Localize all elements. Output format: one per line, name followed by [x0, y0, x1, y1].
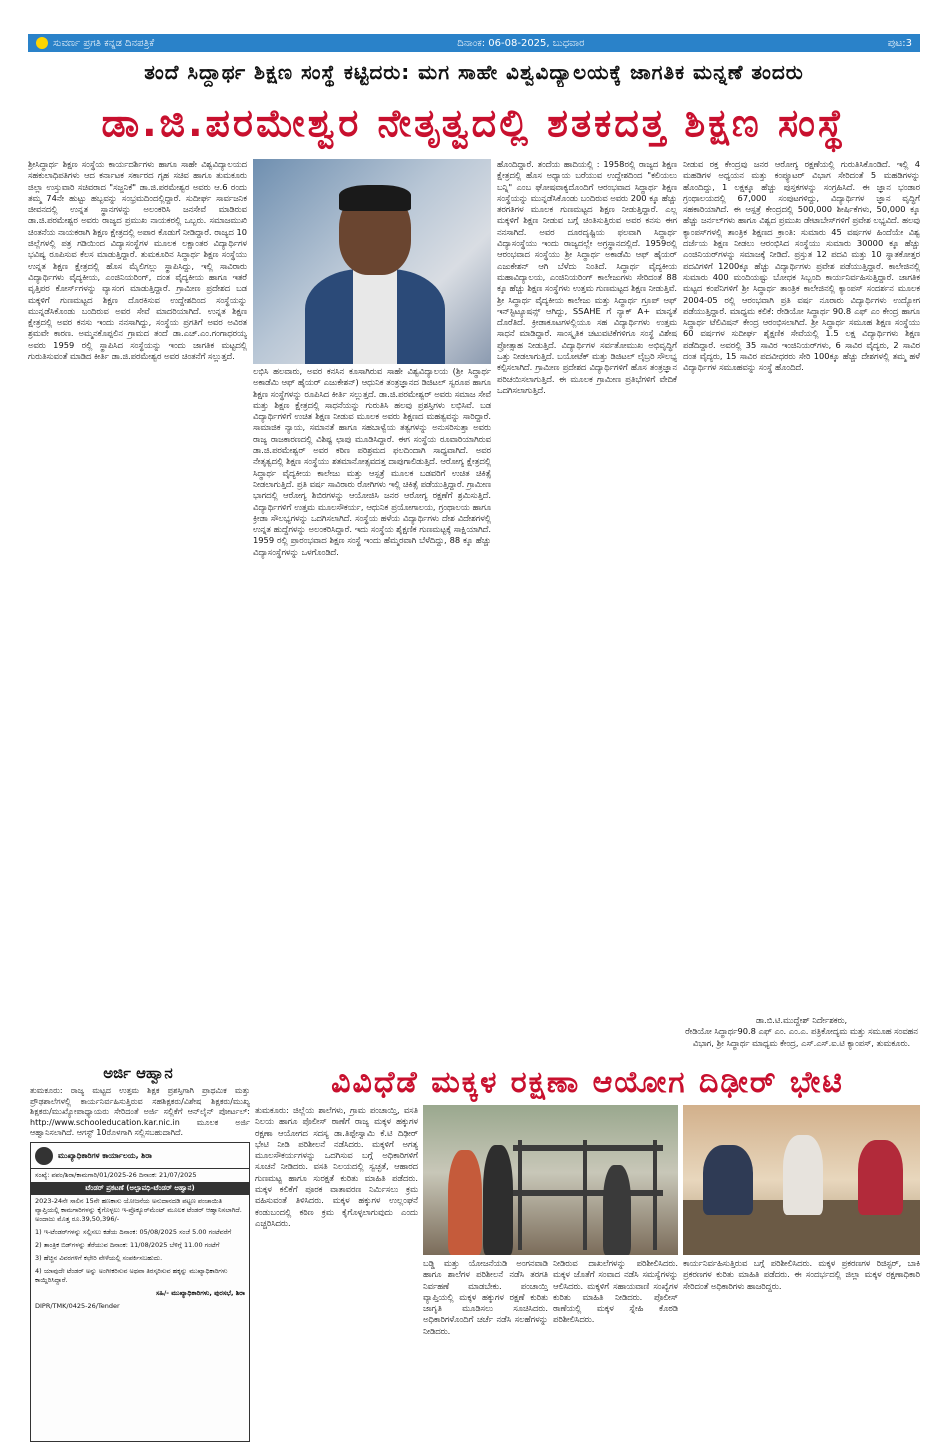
tender-band: ಟೆಂಡರ್ ಪ್ರಕಟಣೆ (ಅಲ್ಪಾವಧಿ-ಟೆಂಡರ್ ಆಹ್ವಾನ)	[31, 1182, 249, 1195]
bunk-bed	[513, 1145, 663, 1151]
article-column-4: ನೀಡುವ ರಕ್ತ ಕೇಂದ್ರವು ಜನರ ಆರೋಗ್ಯ ರಕ್ಷಣೆಯಲ್ಲಿ ಗುರುತಿಸಿಕೊಂಡಿದೆ. ಇಲ್ಲಿ 4 ಮಹಡಿಗಳ ಅಧ್ಯಯನ ಮತ್ತು ಕಂಪ್ಯೂಟರ್ ವಿಭಾಗ ಸೇರಿದಂತೆ 5 ಮಹಡಿಗಳನ್ನು ಹೊಂದಿದ್ದು, 1 ಲಕ್ಷಕ್ಕೂ ಹೆಚ್ಚು ಪುಸ್ತಕಗಳನ್ನು ಸಂಗ್ರಹಿಸಿದೆ. ಈ ಜ್ಞಾನ ಭಂಡಾರ ಗ್ರಂಥಾಲಯದಲ್ಲಿ 67,000 ಸಂಪುಟಗಳಿದ್ದು, ವಿದ್ಯಾರ್ಥಿಗಳ ಜ್ಞಾನ ವೃದ್ಧಿಗೆ ಸಹಕಾರಿಯಾಗಿದೆ. ಈ ಆಸ್ಪತ್ರೆ ಕೇಂದ್ರದಲ್ಲಿ 500,000 ಶೀರ್ಷಿಕೆಗಳು, 50,000 ಕ್ಕೂ ಹೆಚ್ಚು ಜರ್ನಲ್‌ಗಳು ಹಾಗೂ ವಿಶ್ವದ ಪ್ರಮುಖ ಡೇಟಾಬೇಸ್‌ಗಳಿಗೆ ಪ್ರವೇಶ ಲಭ್ಯವಿದೆ. ಹಲವು ಕ್ಯಾಂಪಸ್‌ಗಳಲ್ಲಿ ತಾಂತ್ರಿಕ ಶಿಕ್ಷಣದ ಕ್ರಾಂತಿ: ಸುಮಾರು 45 ವರ್ಷಗಳ ಹಿಂದೆಯೇ ವಿಶ್ವ ದರ್ಜೆಯ ಶಿಕ್ಷಣ ನೀಡಲು ಆರಂಭಿಸಿದ ಸಂಸ್ಥೆಯು ಸುಮಾರು 30000 ಕ್ಕೂ ಹೆಚ್ಚು ಎಂಜಿನಿಯರ್‌ಗಳನ್ನು ಸಮಾಜಕ್ಕೆ ನೀಡಿದೆ. ಪ್ರಸ್ತುತ 12 ಪದವಿ ಮತ್ತು 10 ಸ್ನಾತಕೋತ್ತರ ಪದವಿಗಳಿಗೆ 1200ಕ್ಕೂ ಹೆಚ್ಚು ವಿದ್ಯಾರ್ಥಿಗಳು ಪ್ರವೇಶ ಪಡೆಯುತ್ತಿದ್ದಾರೆ. ಕಾಲೇಜಿನಲ್ಲಿ ಸುಮಾರು 400 ಮಂದಿಯಷ್ಟು ಬೋಧಕ ಸಿಬ್ಬಂದಿ ಕಾರ್ಯನಿರ್ವಹಿಸುತ್ತಿದ್ದಾರೆ. ಜಾಗತಿಕ ಮಟ್ಟದ ಕಂಪೆನಿಗಳಿಗೆ ಶ್ರೀ ಸಿದ್ಧಾರ್ಥ ತಾಂತ್ರಿಕ ಕಾಲೇಜಿನಲ್ಲಿ ಕ್ಯಾಂಪಸ್ ಸಂದರ್ಶನ ಮೂಲಕ 2004-05 ರಲ್ಲಿ ಆರಂಭವಾಗಿ ಪ್ರತಿ ವರ್ಷ ನೂರಾರು ವಿದ್ಯಾರ್ಥಿಗಳು ಉದ್ಯೋಗ ಪಡೆಯುತ್ತಿದ್ದಾರೆ. ಮಾಧ್ಯಮ ಕಲಿಕೆ: ರೇಡಿಯೋ ಸಿದ್ಧಾರ್ಥ 90.8 ಎಫ್ ಎಂ ಕೇಂದ್ರ ಹಾಗೂ ಸಿದ್ಧಾರ್ಥ ಟೆಲಿವಿಷನ್ ಕೇಂದ್ರ ಆರಂಭಿಸಲಾಗಿದೆ. ಶ್ರೀ ಸಿದ್ಧಾರ್ಥ ಸಮೂಹ ಶಿಕ್ಷಣ ಸಂಸ್ಥೆಯು 60 ವರ್ಷಗಳ ಸುದೀರ್ಘ ಶೈಕ್ಷಣಿಕ ಸೇವೆಯಲ್ಲಿ 1.5 ಲಕ್ಷ ವಿದ್ಯಾರ್ಥಿಗಳು ಶಿಕ್ಷಣ ಪಡೆದಿದ್ದಾರೆ. ಅವರಲ್ಲಿ 35 ಸಾವಿರ ಇಂಜಿನಿಯರ್‌ಗಳು, 6 ಸಾವಿರ ವೈದ್ಯರು, 2 ಸಾವಿರ ದಂತ ವೈದ್ಯರು, 15 ಸಾವಿರ ಪದವೀಧರರು ಸೇರಿ 100ಕ್ಕೂ ಹೆಚ್ಚು ದೇಶಗಳಲ್ಲಿ ತಮ್ಮ ಹಳೆ ವಿದ್ಯಾರ್ಥಿಗಳ ಸಮೂಹವನ್ನು ಸಂಸ್ಥೆ ಹೊಂದಿದೆ.	[683, 159, 920, 373]
masthead-bar	[28, 34, 920, 52]
bunk-post	[653, 1140, 657, 1250]
notice-body: ತುಮಕೂರು: ರಾಜ್ಯ ಮಟ್ಟದ ಉತ್ತಮ ಶಿಕ್ಷಕ ಪ್ರಶಸ್ತಿಗಾಗಿ ಪ್ರಾಥಮಿಕ ಮತ್ತು ಪ್ರೌಢಶಾಲೆಗಳಲ್ಲಿ ಕಾರ್ಯನಿರ್ವಹಿಸುತ್ತಿರುವ ಸಹಶಿಕ್ಷಕರು/ವಿಶೇಷ ಶಿಕ್ಷಕರು/ಮುಖ್ಯ ಶಿಕ್ಷಕರು/ಮುಖ್ಯೋಪಾಧ್ಯಾಯರು ಸೇರಿದಂತೆ ಅರ್ಜಿ ಸಲ್ಲಿಕೆಗೆ ಆನ್‌ಲೈನ್ ಪೋರ್ಟಲ್: http://www.schooleducation.kar.nic.in ಮೂಲಕ ಅರ್ಜಿ ಆಹ್ವಾನಿಸಲಾಗಿದೆ. ಆಗಸ್ಟ್ 10ರೊಳಗಾಗಿ ಸಲ್ಲಿಸಬಹುದಾಗಿದೆ.	[30, 1086, 250, 1137]
article-column-1: ಶ್ರೀಸಿದ್ಧಾರ್ಥ ಶಿಕ್ಷಣ ಸಂಸ್ಥೆಯ ಕಾರ್ಯದರ್ಶಿಗಳು ಹಾಗೂ ಸಾಹೇ ವಿಶ್ವವಿದ್ಯಾಲಯದ ಸಹಕುಲಾಧಿಪತಿಗಳು ಆದ ಕರ್ನಾಟಕ ಸರ್ಕಾರದ ಗೃಹ ಸಚಿವ ಹಾಗೂ ತುಮಕೂರು ಜಿಲ್ಲಾ ಉಸ್ತುವಾರಿ ಸಚಿವರಾದ "ಸಜ್ಜನಿಕೆ" ಡಾ.ಜಿ.ಪರಮೇಶ್ವರ ಅವರು ಆ.6 ರಂದು ತಮ್ಮ 74ನೇ ಹುಟ್ಟು ಹಬ್ಬವನ್ನು ಸಂಭ್ರಮದಿಂದಲ್ಲಿದ್ದಾರೆ. ಸುದೀರ್ಘ ಸಾರ್ವಜನಿಕ ಜೀವನದಲ್ಲಿ ಉನ್ನತ ಸ್ಥಾನಗಳನ್ನು ಅಲಂಕರಿಸಿ ಜನಸೇವೆ ಮಾಡಿರುವ ಡಾ.ಜಿ.ಪರಮೇಶ್ವರ ಅವರು ರಾಜ್ಯದ ಪ್ರಮುಖ ನಾಯಕರಲ್ಲಿ ಒಬ್ಬರು. ಸಮಾಜಮುಖಿ ಚಿಂತನೆಯ ನಾಯಕರಾಗಿ ಶಿಕ್ಷಣ ಕ್ಷೇತ್ರದಲ್ಲಿ ಅಪಾರ ಕೊಡುಗೆ ನೀಡಿದ್ದಾರೆ. ರಾಜ್ಯದ 10 ಜಿಲ್ಲೆಗಳಲ್ಲಿ ಪತ್ರ ಗಡಿಯಿಂದ ವಿದ್ಯಾಸಂಸ್ಥೆಗಳ ಮೂಲಕ ಲಕ್ಷಾಂತರ ವಿದ್ಯಾರ್ಥಿಗಳ ಭವಿಷ್ಯ ರೂಪಿಸುವ ಕೆಲಸ ಮಾಡುತ್ತಿದ್ದಾರೆ. ತುಮಕೂರಿನ ಸಿದ್ಧಾರ್ಥ ಶಿಕ್ಷಣ ಸಂಸ್ಥೆಯು ಉನ್ನತ ಶಿಕ್ಷಣ ಕ್ಷೇತ್ರದಲ್ಲಿ ಹೊಸ ಮೈಲಿಗಲ್ಲು ಸ್ಥಾಪಿಸಿದ್ದು, ಇಲ್ಲಿ ಸಾವಿರಾರು ವಿದ್ಯಾರ್ಥಿಗಳು ವೈದ್ಯಕೀಯ, ಎಂಜಿನಿಯರಿಂಗ್, ದಂತ ವೈದ್ಯಕೀಯ ಹಾಗೂ ಇತರೆ ವೃತ್ತಿಪರ ಕೋರ್ಸ್‌ಗಳನ್ನು ವ್ಯಾಸಂಗ ಮಾಡುತ್ತಿದ್ದಾರೆ. ಗ್ರಾಮೀಣ ಪ್ರದೇಶದ ಬಡ ಮಕ್ಕಳಿಗೆ ಗುಣಮಟ್ಟದ ಶಿಕ್ಷಣ ದೊರಕಿಸುವ ಉದ್ದೇಶದಿಂದ ಸಂಸ್ಥೆಯನ್ನು ಮುನ್ನಡೆಸಿಕೊಂಡು ಬಂದಿರುವ ಅವರ ಸೇವೆ ಮಾದರಿಯಾಗಿದೆ. ಉನ್ನತ ಶಿಕ್ಷಣ ಕ್ಷೇತ್ರದಲ್ಲಿ ಅವರ ಕನಸು ಇಂದು ನನಸಾಗಿದ್ದು, ಸಂಸ್ಥೆಯ ಪ್ರಗತಿಗೆ ಅವರ ಅವಿರತ ಶ್ರಮವೇ ಕಾರಣ. ಅಮ್ಮನಕೊಪ್ಪಲಿನ ಗ್ರಾಮದ ತಂದೆ ಡಾ.ಎಚ್.ಎಂ.ಗಂಗಾಧರಯ್ಯ ಅವರು 1959 ರಲ್ಲಿ ಸ್ಥಾಪಿಸಿದ ಸಂಸ್ಥೆಯನ್ನು ಇಂದು ಜಾಗತಿಕ ಮಟ್ಟದಲ್ಲಿ ಗುರುತಿಸುವಂತೆ ಮಾಡಿದ ಕೀರ್ತಿ ಡಾ.ಜಿ.ಪರಮೇಶ್ವರ ಅವರ ಚಿಂತನೆಗೆ ಸಲ್ಲುತ್ತದೆ.	[28, 159, 247, 362]
issue-date: ದಿನಾಂಕ: 06-08-2025, ಬುಧವಾರ	[457, 37, 585, 49]
second-column-2: ಬಡ್ಡಿ ಮತ್ತು ಯೋಜನೆಯಡಿ ಅಂಗನವಾಡಿ ಹಾಗೂ ಶಾಲೆಗಳ ಪರಿಶೀಲನೆ ನಡೆಸಿ ತರಗತಿ ನಿರ್ವಹಣೆ ಮಾಡಬೇಕು. ಪಂಚಾಯ್ತಿ ವ್ಯಾಪ್ತಿಯಲ್ಲಿ ಮಕ್ಕಳ ಹಕ್ಕುಗಳ ರಕ್ಷಣೆ ಕುರಿತು ಜಾಗೃತಿ ಮೂಡಿಸಲು ಸೂಚಿಸಿದರು. ಅಧಿಕಾರಿಗಳೊಂದಿಗೆ ಚರ್ಚೆ ನಡೆಸಿ ಸಲಹೆಗಳನ್ನು ನೀಡಿದರು.	[423, 1258, 548, 1336]
notice-title: ಅರ್ಜಿ ಆಹ್ವಾನ	[103, 1064, 173, 1082]
tender-item: 1) ಇ-ಟೆಂಡರ್‌ಗಳನ್ನು ಸಲ್ಲಿಸಲು ಕಡೆಯ ದಿನಾಂಕ: 05/08/2025 ಸಂಜೆ 5.00 ಗಂಟೆವರೆಗೆ	[35, 1228, 232, 1236]
person-figure	[783, 1135, 823, 1215]
photo-hair	[339, 185, 411, 211]
tender-office: ಮುಖ್ಯಾಧಿಕಾರಿಗಳ ಕಾರ್ಯಾಲಯ, ಶಿರಾ	[58, 1150, 152, 1160]
paper-name: ಸುವರ್ಣ ಪ್ರಗತಿ ಕನ್ನಡ ದಿನಪತ್ರಿಕೆ	[36, 37, 154, 49]
page-number: ಪುಟ:3	[887, 37, 912, 49]
second-headline: ವಿವಿಧೆಡೆ ಮಕ್ಕಳ ರಕ್ಷಣಾ ಆಯೋಗ ದಿಢೀರ್ ಭೇಟಿ	[331, 1065, 844, 1100]
tender-ref: ಸಂಖ್ಯೆ: ಪಪಂ/ಶಿರಾ/ಕಾಮಗಾರಿ/01/2025-26 ದಿನಾಂಕ: 21/07/2025	[35, 1171, 197, 1179]
tender-sign: ಸಹಿ/- ಮುಖ್ಯಾಧಿಕಾರಿಗಳು, ಪುರಸಭೆ, ಶಿರಾ	[155, 1289, 245, 1297]
person-figure	[603, 1165, 631, 1255]
byline-name: ಡಾ.ಬಿ.ಟಿ.ಮುದ್ದೇಶ್ ನಿರ್ದೇಶಕರು,	[755, 1015, 848, 1025]
second-column-1: ತುಮಕೂರು: ಜಿಲ್ಲೆಯ ಶಾಲೆಗಳು, ಗ್ರಾಮ ಪಂಚಾಯ್ತಿ, ವಸತಿ ನಿಲಯ ಹಾಗೂ ಪೊಲೀಸ್ ಠಾಣೆಗೆ ರಾಜ್ಯ ಮಕ್ಕಳ ಹಕ್ಕುಗಳ ರಕ್ಷಣಾ ಆಯೋಗದ ಸದಸ್ಯ ಡಾ.ತಿಪ್ಪೇಸ್ವಾಮಿ ಕೆ.ಟಿ ದಿಢೀರ್ ಭೇಟಿ ನೀಡಿ ಪರಿಶೀಲನೆ ನಡೆಸಿದರು. ಮಕ್ಕಳಿಗೆ ಅಗತ್ಯ ಮೂಲಸೌಕರ್ಯಗಳನ್ನು ಒದಗಿಸುವ ಬಗ್ಗೆ ಅಧಿಕಾರಿಗಳಿಗೆ ಸೂಚನೆ ನೀಡಿದರು. ವಸತಿ ನಿಲಯದಲ್ಲಿ ಸ್ವಚ್ಛತೆ, ಆಹಾರದ ಗುಣಮಟ್ಟ ಹಾಗೂ ಸುರಕ್ಷತೆ ಕುರಿತು ಮಾಹಿತಿ ಪಡೆದರು. ಮಕ್ಕಳ ಕಲಿಕೆಗೆ ಪೂರಕ ವಾತಾವರಣ ನಿರ್ಮಿಸಲು ಕ್ರಮ ವಹಿಸುವಂತೆ ತಿಳಿಸಿದರು. ಮಕ್ಕಳ ಹಕ್ಕುಗಳ ಉಲ್ಲಂಘನೆ ಕಂಡುಬಂದಲ್ಲಿ ಕಠಿಣ ಕ್ರಮ ಕೈಗೊಳ್ಳಲಾಗುವುದು ಎಂದು ಎಚ್ಚರಿಸಿದರು.	[255, 1105, 418, 1228]
second-column-4: ಕಾರ್ಯನಿರ್ವಹಿಸುತ್ತಿರುವ ಬಗ್ಗೆ ಪರಿಶೀಲಿಸಿದರು. ಮಕ್ಕಳ ಪ್ರಕರಣಗಳ ರಿಜಿಸ್ಟರ್, ಬಾಕಿ ಪ್ರಕರಣಗಳ ಕುರಿತು ಮಾಹಿತಿ ಪಡೆದರು. ಈ ಸಂದರ್ಭದಲ್ಲಿ ಜಿಲ್ಲಾ ಮಕ್ಕಳ ರಕ್ಷಣಾಧಿಕಾರಿ ಸೇರಿದಂತೆ ಅಧಿಕಾರಿಗಳು ಹಾಜರಿದ್ದರು.	[683, 1258, 920, 1291]
bunk-post	[518, 1140, 522, 1250]
person-figure	[483, 1145, 513, 1255]
photo-shirt	[353, 269, 397, 364]
tender-item: 4) ಯಾವುದೇ ಟೆಂಡರ್ ಅನ್ನು ಅಂಗೀಕರಿಸುವ ಅಥವಾ ತಿರಸ್ಕರಿಸುವ ಹಕ್ಕನ್ನು ಮುಖ್ಯಾಧಿಕಾರಿಗಳು ಕಾಯ್ದಿರಿಸಿದ್ದಾರೆ.	[35, 1267, 228, 1284]
person-figure	[858, 1140, 903, 1215]
person-figure	[703, 1145, 753, 1215]
tender-item: 3) ಹೆಚ್ಚಿನ ವಿವರಗಳಿಗೆ ಕಛೇರಿ ವೇಳೆಯಲ್ಲಿ ಸಂಪರ್ಕಿಸಬಹುದು.	[35, 1254, 163, 1262]
hostel-photo	[423, 1105, 678, 1255]
bunk-post	[583, 1140, 587, 1250]
article-column-3: ಹೊಂದಿದ್ದಾರೆ. ತಂದೆಯ ಹಾದಿಯಲ್ಲಿ : 1958ರಲ್ಲಿ ರಾಜ್ಯದ ಶಿಕ್ಷಣ ಕ್ಷೇತ್ರದಲ್ಲಿ ಹೊಸ ಅಧ್ಯಾಯ ಬರೆಯುವ ಉದ್ದೇಶದಿಂದ "ಕಲಿಯಲು ಬನ್ನಿ" ಎಂಬ ಘೋಷವಾಕ್ಯದೊಂದಿಗೆ ಆರಂಭವಾದ ಸಿದ್ಧಾರ್ಥ ಶಿಕ್ಷಣ ಸಂಸ್ಥೆಯನ್ನು ಮುನ್ನಡೆಸಿಕೊಂಡು ಬಂದಿರುವ ಅವರು 200 ಕ್ಕೂ ಹೆಚ್ಚು ತರಗತಿಗಳ ಮೂಲಕ ಗುಣಮಟ್ಟದ ಶಿಕ್ಷಣ ನೀಡುತ್ತಿದ್ದಾರೆ. ಎಲ್ಲ ಮಕ್ಕಳಿಗೆ ಶಿಕ್ಷಣ ನೀಡುವ ಬಗ್ಗೆ ಚಿಂತಿಸುತ್ತಿರುವ ಅವರ ಕನಸು ಈಗ ನನಸಾಗಿದೆ. ಅವರ ದೂರದೃಷ್ಟಿಯ ಫಲವಾಗಿ ಸಿದ್ಧಾರ್ಥ ವಿದ್ಯಾಸಂಸ್ಥೆಯು ಇಂದು ರಾಜ್ಯದಲ್ಲೇ ಅಗ್ರಸ್ಥಾನದಲ್ಲಿದೆ. 1959ರಲ್ಲಿ ಆರಂಭವಾದ ಸಂಸ್ಥೆಯು ಶ್ರೀ ಸಿದ್ಧಾರ್ಥ ಅಕಾಡೆಮಿ ಆಫ್ ಹೈಯರ್ ಎಜುಕೇಶನ್ ಆಗಿ ಬೆಳೆದು ನಿಂತಿದೆ. ಸಿದ್ಧಾರ್ಥ ವೈದ್ಯಕೀಯ ಮಹಾವಿದ್ಯಾಲಯ, ಎಂಜಿನಿಯರಿಂಗ್ ಕಾಲೇಜುಗಳು ಸೇರಿದಂತೆ 88 ಕ್ಕೂ ಹೆಚ್ಚು ಶಿಕ್ಷಣ ಸಂಸ್ಥೆಗಳು ಉತ್ತಮ ಗುಣಮಟ್ಟದ ಶಿಕ್ಷಣ ನೀಡುತ್ತಿವೆ. ಶ್ರೀ ಸಿದ್ಧಾರ್ಥ ವೈದ್ಯಕೀಯ ಕಾಲೇಜು ಮತ್ತು ಸಿದ್ಧಾರ್ಥ ಗ್ರೂಪ್ ಆಫ್ ಇನ್‌ಸ್ಟಿಟ್ಯೂಷನ್ಸ್ ಆಗಿದ್ದು, SSAHE ಗೆ ನ್ಯಾಕ್ A+ ಮಾನ್ಯತೆ ದೊರೆತಿದೆ. ಕ್ರೀಡಾಕೂಟಗಳಲ್ಲಿಯೂ ಸಹ ವಿದ್ಯಾರ್ಥಿಗಳು ಉತ್ತಮ ಸಾಧನೆ ಮಾಡಿದ್ದಾರೆ. ಸಾಂಸ್ಕೃತಿಕ ಚಟುವಟಿಕೆಗಳಿಗೂ ಸಂಸ್ಥೆ ವಿಶೇಷ ಪ್ರೋತ್ಸಾಹ ನೀಡುತ್ತಿದೆ. ವಿದ್ಯಾರ್ಥಿಗಳ ಸರ್ವತೋಮುಖ ಅಭಿವೃದ್ಧಿಗೆ ಒತ್ತು ನೀಡಲಾಗುತ್ತಿದೆ. ಬಯೋಟೆಕ್ ಮತ್ತು ಡಿಜಿಟಲ್ ಲೈಬ್ರರಿ ಸೌಲಭ್ಯ ಕಲ್ಪಿಸಲಾಗಿದೆ. ಗ್ರಾಮೀಣ ಪ್ರದೇಶದ ವಿದ್ಯಾರ್ಥಿಗಳಿಗೆ ಹೊಸ ತಂತ್ರಜ್ಞಾನ ಪರಿಚಯಿಸಲಾಗುತ್ತಿದೆ. ಈ ಮೂಲಕ ಗ್ರಾಮೀಣ ಪ್ರತಿಭೆಗಳಿಗೆ ವೇದಿಕೆ ಒದಗಿಸಲಾಗುತ್ತಿದೆ.	[497, 159, 677, 395]
tender-item: 2) ತಾಂತ್ರಿಕ ಬಿಡ್‌ಗಳನ್ನು ತೆರೆಯುವ ದಿನಾಂಕ: 11/08/2025 ಬೆಳಿಗ್ಗೆ 11.00 ಗಂಟೆಗೆ	[35, 1241, 220, 1249]
office-photo	[683, 1105, 920, 1255]
tender-notice	[30, 1142, 250, 1442]
bunk-bed	[513, 1190, 663, 1196]
author-byline	[683, 1015, 920, 1049]
tender-foot: DIPR/TMK/0425-26/Tender	[35, 1302, 120, 1310]
byline-dept: ರೇಡಿಯೋ ಸಿದ್ಧಾರ್ಥ90.8 ಎಫ್ ಎಂ. ಎಂ.ಎ. ಪತ್ರಿಕೋದ್ಯಮ ಮತ್ತು ಸಮೂಹ ಸಂವಹನ ವಿಭಾಗ, ಶ್ರೀ ಸಿದ್ಧಾರ್ಥ ಮಾಧ್ಯಮ ಕೇಂದ್ರ, ಎಸ್.ಎಸ್.ಐ.ಟಿ ಕ್ಯಾಂಪಸ್, ತುಮಕೂರು.	[685, 1026, 918, 1048]
tender-text: 2023-24ನೇ ಸಾಲಿನ 15ನೇ ಹಣಕಾಸು ಯೋಜನೆಯ ಅನುದಾನದಡಿ ಪಟ್ಟಣ ಪಂಚಾಯಿತಿ ವ್ಯಾಪ್ತಿಯಲ್ಲಿ ಕಾಮಗಾರಿಗಳನ್ನು ಕೈಗೊಳ್ಳಲು ಇ-ಪ್ರೊಕ್ಯೂರ್‌ಮೆಂಟ್ ಮೂಲಕ ಟೆಂಡರ್ ಆಹ್ವಾನಿಸಲಾಗಿದೆ. ಅಂದಾಜು ಮೊತ್ತ ರೂ.39,50,396/-	[35, 1197, 242, 1223]
main-kicker: ತಂದೆ ಸಿದ್ದಾರ್ಥ ಶಿಕ್ಷಣ ಸಂಸ್ಥೆ ಕಟ್ಟಿದರು: ಮಗ ಸಾಹೇ ವಿಶ್ವವಿದ್ಯಾಲಯಕ್ಕೆ ಜಾಗತಿಕ ಮನ್ನಣೆ ತಂದರು	[144, 60, 804, 84]
article-column-2: ಲಭಿಸಿ ಹಲವಾರು, ಅವರ ಕನಸಿನ ಕೂಸಾಗಿರುವ ಸಾಹೇ ವಿಶ್ವವಿದ್ಯಾಲಯ (ಶ್ರೀ ಸಿದ್ಧಾರ್ಥ ಅಕಾಡೆಮಿ ಆಫ್ ಹೈಯರ್ ಎಜುಕೇಶನ್) ಆಧುನಿಕ ತಂತ್ರಜ್ಞಾನದ ಡಿಜಿಟಲ್ ಸ್ವರೂಪ ಹಾಗೂ ಶಿಕ್ಷಣ ಸಂಸ್ಥೆಗಳನ್ನು ರೂಪಿಸಿದ ಕೀರ್ತಿ ಸಲ್ಲುತ್ತದೆ. ಡಾ.ಜಿ.ಪರಮೇಶ್ವರ್ ಅವರು ಸಮಾಜ ಸೇವೆ ಮತ್ತು ಶಿಕ್ಷಣ ಕ್ಷೇತ್ರದಲ್ಲಿ ಸಾಧನೆಯನ್ನು ಗುರುತಿಸಿ ಹಲವು ಪ್ರಶಸ್ತಿಗಳು ಲಭಿಸಿವೆ. ಬಡ ವಿದ್ಯಾರ್ಥಿಗಳಿಗೆ ಉಚಿತ ಶಿಕ್ಷಣ ನೀಡುವ ಮೂಲಕ ಅವರು ಶಿಕ್ಷಣದ ಮಹತ್ವವನ್ನು ಸಾರಿದ್ದಾರೆ. ಸಾಮಾಜಿಕ ನ್ಯಾಯ, ಸಮಾನತೆ ಹಾಗೂ ಸಹಬಾಳ್ವೆಯ ತತ್ವಗಳನ್ನು ಅನುಸರಿಸುತ್ತಾ ಅವರು ರಾಜ್ಯ ರಾಜಕಾರಣದಲ್ಲಿ ವಿಶಿಷ್ಟ ಛಾಪು ಮೂಡಿಸಿದ್ದಾರೆ. ಈಗ ಸಂಸ್ಥೆಯ ರೂವಾರಿಯಾಗಿರುವ ಡಾ.ಜಿ.ಪರಮೇಶ್ವರ್ ಅವರ ಕಠಿಣ ಪರಿಶ್ರಮದ ಫಲದಿಂದಾಗಿ ಸಾಧ್ಯವಾಗಿದೆ. ಅವರ ನೇತೃತ್ವದಲ್ಲಿ ಶಿಕ್ಷಣ ಸಂಸ್ಥೆಯು ಶತಮಾನೋತ್ಸವದತ್ತ ದಾಪುಗಾಲಿಡುತ್ತಿದೆ. ಆರೋಗ್ಯ ಕ್ಷೇತ್ರದಲ್ಲಿ ಸಿದ್ಧಾರ್ಥ ವೈದ್ಯಕೀಯ ಕಾಲೇಜು ಮತ್ತು ಆಸ್ಪತ್ರೆ ಮೂಲಕ ಬಡವರಿಗೆ ಉಚಿತ ಚಿಕಿತ್ಸೆ ನೀಡಲಾಗುತ್ತಿದೆ. ಪ್ರತಿ ವರ್ಷ ಸಾವಿರಾರು ರೋಗಿಗಳು ಇಲ್ಲಿ ಚಿಕಿತ್ಸೆ ಪಡೆಯುತ್ತಿದ್ದಾರೆ. ಗ್ರಾಮೀಣ ಭಾಗದಲ್ಲಿ ಆರೋಗ್ಯ ಶಿಬಿರಗಳನ್ನು ಆಯೋಜಿಸಿ ಜನರ ಆರೋಗ್ಯ ರಕ್ಷಣೆಗೆ ಶ್ರಮಿಸುತ್ತಿದೆ. ವಿದ್ಯಾರ್ಥಿಗಳಿಗೆ ಉತ್ತಮ ಮೂಲಸೌಕರ್ಯ, ಆಧುನಿಕ ಪ್ರಯೋಗಾಲಯ, ಗ್ರಂಥಾಲಯ ಹಾಗೂ ಕ್ರೀಡಾ ಸೌಲಭ್ಯಗಳನ್ನು ಒದಗಿಸಲಾಗಿದೆ. ಸಂಸ್ಥೆಯ ಹಳೆಯ ವಿದ್ಯಾರ್ಥಿಗಳು ದೇಶ ವಿದೇಶಗಳಲ್ಲಿ ಉನ್ನತ ಹುದ್ದೆಗಳನ್ನು ಅಲಂಕರಿಸಿದ್ದಾರೆ. ಇದು ಸಂಸ್ಥೆಯ ಶೈಕ್ಷಣಿಕ ಗುಣಮಟ್ಟಕ್ಕೆ ಸಾಕ್ಷಿಯಾಗಿದೆ. 1959 ರಲ್ಲಿ ಪ್ರಾರಂಭವಾದ ಶಿಕ್ಷಣ ಸಂಸ್ಥೆ ಇಂದು ಹೆಮ್ಮರವಾಗಿ ಬೆಳೆದಿದ್ದು, 88 ಕ್ಕೂ ಹೆಚ್ಚು ವಿದ್ಯಾಸಂಸ್ಥೆಗಳನ್ನು ಒಳಗೊಂಡಿದೆ.	[253, 366, 491, 557]
second-column-3: ನೀಡಿರುವ ದಾಖಲೆಗಳನ್ನು ಪರಿಶೀಲಿಸಿದರು. ಮಕ್ಕಳ ಜೊತೆಗೆ ಸಂವಾದ ನಡೆಸಿ ಸಮಸ್ಯೆಗಳನ್ನು ಆಲಿಸಿದರು. ಮಕ್ಕಳಿಗೆ ಸಹಾಯವಾಣಿ ಸಂಖ್ಯೆಗಳ ಕುರಿತು ಮಾಹಿತಿ ನೀಡಿದರು. ಪೊಲೀಸ್ ಠಾಣೆಯಲ್ಲಿ ಮಕ್ಕಳ ಸ್ನೇಹಿ ಕೊಠಡಿ ಪರಿಶೀಲಿಸಿದರು.	[553, 1258, 678, 1325]
govt-seal-icon	[35, 1147, 53, 1165]
person-figure	[448, 1150, 482, 1255]
paper-logo-icon	[36, 37, 48, 49]
portrait-photo	[253, 159, 491, 364]
tender-header	[31, 1143, 249, 1169]
main-headline: ಡಾ.ಜಿ.ಪರಮೇಶ್ವರ ನೇತೃತ್ವದಲ್ಲಿ ಶತಕದತ್ತ ಶಿಕ್ಷಣ ಸಂಸ್ಥೆ	[101, 101, 847, 145]
